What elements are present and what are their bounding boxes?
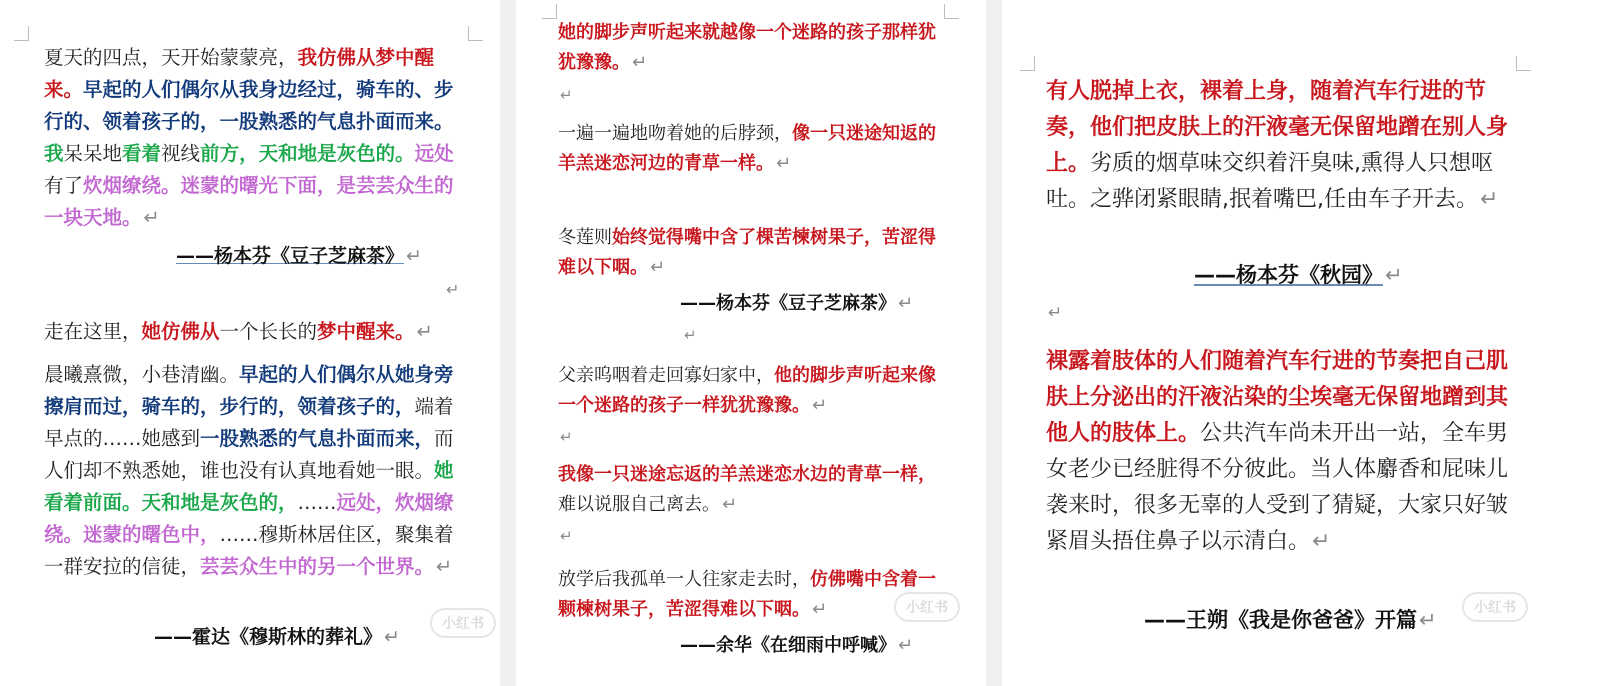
paragraph-mark-icon: ↵ [1480,187,1499,212]
attribution: ——杨本芬《豆子芝麻茶》 ↵ [176,245,422,267]
paragraph: 夏天的四点，天开始蒙蒙亮，我仿佛从梦中醒来。早起的人们偶尔从我身边经过，骑车的、步行的、领着孩子的，一股熟悉的气息扑面而来。我呆呆地看着视线前方，天和地是灰色的。远处有了炊烟缭绕。迷蒙的曙光下面，是芸芸众生的一块天地。 ↵ [44,46,454,229]
document-page-2 [516,0,986,686]
paragraph-mark-icon: ↵ [650,257,666,278]
crop-mark [14,26,29,41]
paragraph-mark-icon: ↵ [812,599,828,620]
paragraph-mark-icon: ↵ [446,280,460,299]
attribution: ——霍达《穆斯林的葬礼》 ↵ [154,626,400,648]
watermark-logo: 小红书 [1462,592,1528,622]
attribution: ——余华《在细雨中呼喊》 ↵ [680,635,914,656]
attribution: ——王朔《我是你爸爸》开篇↵ [1144,608,1437,632]
paragraph: 走在这里，她仿佛从一个长长的梦中醒来。 ↵ [44,320,433,343]
paragraph: 父亲呜咽着走回寡妇家中，他的脚步声听起来像一个迷路的孩子一样犹犹豫豫。 ↵ [558,365,936,416]
paragraph-mark-icon: ↵ [776,153,792,174]
crop-mark [468,26,483,41]
paragraph-mark-icon: ↵ [632,52,648,73]
paragraph-mark-icon: ↵ [560,428,573,446]
crop-mark [542,4,557,19]
watermark-logo: 小红书 [894,592,960,622]
document-page-3 [1002,0,1600,686]
crop-mark [1516,56,1531,71]
paragraph-mark-icon: ↵ [416,320,433,343]
crop-mark [1020,56,1035,71]
paragraph: 裸露着肢体的人们随着汽车行进的节奏把自己肌肤上分泌出的汗液沾染的尘埃毫无保留地蹭到其他人的肢体上。公共汽车尚未开出一站，全车男女老少已经脏得不分彼此。当人体麝香和屁味儿袭来时，很多无辜的人受到了猜疑，大家只好皱紧眉头捂住鼻子以示清白。↵ [1046,349,1509,554]
document-page-1 [0,0,500,686]
paragraph-mark-icon: ↵ [436,555,453,578]
paragraph-mark-icon: ↵ [406,245,422,267]
paragraph: 我像一只迷途忘返的羊羔迷恋水边的青草一样，难以说服自己离去。 ↵ [558,464,936,515]
paragraph: 放学后我孤单一人往家走去时，仿佛嘴中含着一颗楝树果子，苦涩得难以下咽。 ↵ [558,569,936,620]
watermark-logo: 小红书 [430,608,496,638]
paragraph: 一遍一遍地吻着她的后脖颈，像一只迷途知返的羊羔迷恋河边的青草一样。 ↵ [558,123,936,174]
page-gap [986,0,1002,686]
paragraph: 冬莲则始终觉得嘴中含了棵苦楝树果子，苦涩得难以下咽。 ↵ [558,227,936,278]
paragraph-mark-icon: ↵ [560,527,573,545]
paragraph: 有人脱掉上衣，裸着上身，随着汽车行进的节奏，他们把皮肤上的汗液毫无保留地蹭在别人身上。劣质的烟草味交织着汗臭味,熏得人只想呕吐。之骅闭紧眼睛,抿着嘴巴,任由车子开去。↵ [1046,79,1509,212]
crop-mark [944,4,959,19]
attribution: ——杨本芬《豆子芝麻茶》 ↵ [680,293,914,314]
paragraph-mark-icon: ↵ [722,494,738,515]
paragraph-mark-icon: ↵ [1048,303,1063,323]
paragraph-mark-icon: ↵ [1419,608,1437,632]
paragraph-mark-icon: ↵ [1312,529,1331,554]
attribution: ——杨本芬《秋园》↵ [1194,263,1403,287]
paragraph: 晨曦熹微，小巷清幽。早起的人们偶尔从她身旁擦肩而过，骑车的，步行的，领着孩子的，端着早点的……她感到一股熟悉的气息扑面而来，而人们却不熟悉她，谁也没有认真地看她一眼。她看着前面。天和地是灰色的，……远处，炊烟缭绕。迷蒙的曙色中，……穆斯林居住区，聚集着一群安拉的信徒，芸芸众生中的另一个世界。 ↵ [44,363,454,578]
page-gap [500,0,516,686]
paragraph: 她的脚步声听起来就越像一个迷路的孩子那样犹犹豫豫。 ↵ [558,22,936,73]
paragraph-mark-icon: ↵ [384,626,400,648]
paragraph-mark-icon: ↵ [560,86,573,104]
paragraph-mark-icon: ↵ [143,206,160,229]
paragraph-mark-icon: ↵ [898,293,914,314]
paragraph-mark-icon: ↵ [684,326,697,344]
paragraph-mark-icon: ↵ [898,635,914,656]
paragraph-mark-icon: ↵ [1385,263,1403,287]
paragraph-mark-icon: ↵ [812,395,828,416]
